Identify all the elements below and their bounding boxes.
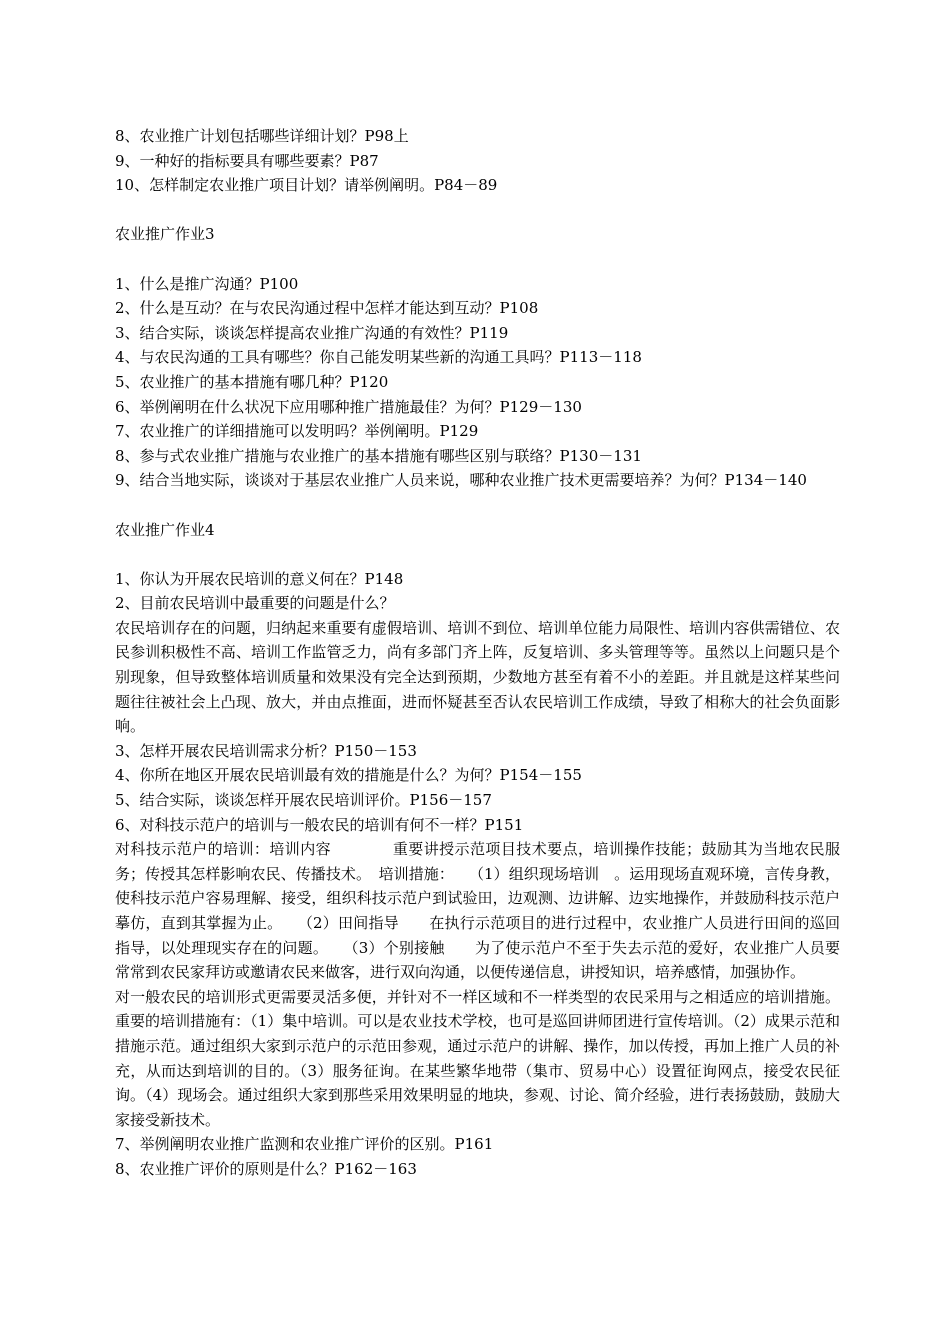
section-title-homework-4: 农业推广作业4 <box>115 520 215 539</box>
section-title-homework-3: 农业推广作业3 <box>115 225 215 244</box>
question-line: 6、对科技示范户的培训与一般农民的培训有何不一样？P151 <box>115 815 524 834</box>
spacer <box>115 493 840 518</box>
question-line: 8、农业推广计划包括哪些详细计划？P98上 <box>115 127 409 145</box>
question-line: 8、参与式农业推广措施与农业推广的基本措施有哪些区别与联络？P130－131 <box>115 446 642 465</box>
spacer <box>115 247 840 272</box>
question-line: 4、你所在地区开展农民培训最有效的措施是什么？为何？P154－155 <box>115 766 582 785</box>
question-line: 9、一种好的指标要具有哪些要素？P87 <box>115 151 379 170</box>
spacer <box>115 198 840 223</box>
question-line: 5、结合实际，谈谈怎样开展农民培训评价。P156－157 <box>115 791 492 810</box>
question-line: 1、什么是推广沟通？P100 <box>115 274 299 293</box>
question-line: 2、目前农民培训中最重要的问题是什么？ <box>115 594 395 613</box>
question-line: 7、举例阐明农业推广监测和农业推广评价的区别。P161 <box>115 1135 494 1154</box>
answer-paragraph: 对科技示范户的培训：培训内容 重要讲授示范项目技术要点，培训操作技能；鼓励其为当地农民服务；传授其怎样影响农民、传播技术。 培训措施： （1）组织现场培训 。运用现场直观环境，言传身教，使科技示范户容易理解、接受，组织科技示范户到试验田，边观测、边讲解、边实地操作，并鼓励科技示范户摹仿，直到其掌握为止。 （2）田间指导 在执行示范项目的进行过程中，农业推广人员进行田间的巡回指导，以处理现实存在的问题。 （3）个别接触 为了使示范户不至于失去示范的爱好，农业推广人员要常常到农民家拜访或邀请农民来做客，进行双向沟通，以便传递信息，讲授知识，培养感情，加强协作。 <box>115 840 840 982</box>
document-body <box>115 124 840 1182</box>
answer-paragraph: 对一般农民的培训形式更需要灵活多便，并针对不一样区域和不一样类型的农民采用与之相适应的培训措施。重要的培训措施有：（1）集中培训。可以是农业技术学校，也可是巡回讲师团进行宣传培训。（2）成果示范和措施示范。通过组织大家到示范户的示范田参观，通过示范户的讲解、操作，加以传授，再加上推广人员的补充，从而达到培训的目的。（3）服务征询。在某些繁华地带（集市、贸易中心）设置征询网点，接受农民征询。（4）现场会。通过组织大家到那些采用效果明显的地块，参观、讨论、简介经验，进行表扬鼓励，鼓励大家接受新技术。 <box>115 987 840 1129</box>
question-line: 3、结合实际，谈谈怎样提高农业推广沟通的有效性？P119 <box>115 323 509 342</box>
question-line: 3、怎样开展农民培训需求分析？P150－153 <box>115 741 417 760</box>
question-line: 2、什么是互动？在与农民沟通过程中怎样才能达到互动？P108 <box>115 299 539 318</box>
spacer <box>115 542 840 567</box>
answer-paragraph: 农民培训存在的问题，归纳起来重要有虚假培训、培训不到位、培训单位能力局限性、培训内容供需错位、农民参训积极性不高、培训工作监管乏力，尚有多部门齐上阵，反复培训、多头管理等等。虽然以上问题只是个别现象，但导致整体培训质量和效果没有完全达到预期，少数地方甚至有着不小的差距。并且就是这样某些问题往往被社会上凸现、放大，并由点推面，进而怀疑甚至否认农民培训工作成绩，导致了相称大的社会负面影响。 <box>115 618 840 736</box>
question-line: 5、农业推广的基本措施有哪几种？P120 <box>115 372 389 391</box>
question-line: 1、你认为开展农民培训的意义何在？P148 <box>115 569 404 588</box>
question-line: 7、农业推广的详细措施可以发明吗？举例阐明。P129 <box>115 422 479 441</box>
question-line: 8、农业推广评价的原则是什么？P162－163 <box>115 1159 417 1178</box>
question-line: 9、结合当地实际，谈谈对于基层农业推广人员来说，哪种农业推广技术更需要培养？为何？P134－140 <box>115 471 807 490</box>
question-line: 10、怎样制定农业推广项目计划？请举例阐明。P84－89 <box>115 176 498 195</box>
question-line: 6、举例阐明在什么状况下应用哪种推广措施最佳？为何？P129－130 <box>115 397 582 416</box>
question-line: 4、与农民沟通的工具有哪些？你自己能发明某些新的沟通工具吗？P113－118 <box>115 348 642 367</box>
